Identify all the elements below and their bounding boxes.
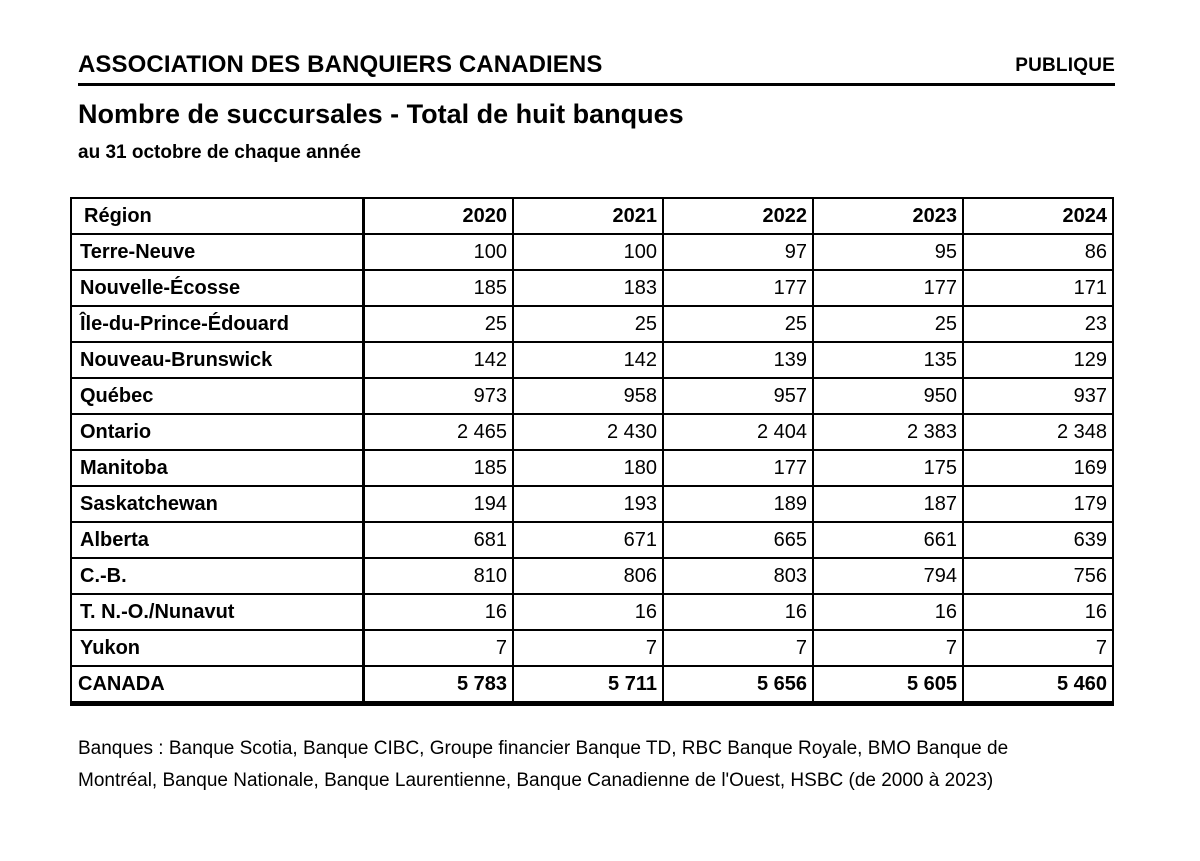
cell-value-2020: 16 (363, 594, 513, 630)
table-row (71, 414, 1113, 450)
column-header-2022: 2022 (663, 198, 813, 234)
cell-value-2022: 803 (663, 558, 813, 594)
table-row (71, 450, 1113, 486)
footnote (78, 733, 1088, 797)
cell-value-2020: 7 (363, 630, 513, 666)
cell-region: Nouvelle-Écosse (71, 270, 363, 306)
organization-name: ASSOCIATION DES BANQUIERS CANADIENS (78, 51, 603, 78)
cell-region: Québec (71, 378, 363, 414)
table-row (71, 378, 1113, 414)
classification-label: PUBLIQUE (1015, 55, 1115, 77)
cell-value-2022: 2 404 (663, 414, 813, 450)
cell-value-2021: 180 (513, 450, 663, 486)
cell-value-2023: 794 (813, 558, 963, 594)
cell-value-2023: 7 (813, 630, 963, 666)
cell-region: Yukon (71, 630, 363, 666)
cell-value-2022: 139 (663, 342, 813, 378)
footnote-line-1: Banques : Banque Scotia, Banque CIBC, Groupe financier Banque TD, RBC Banque Royale, BMO Banque de (78, 738, 1009, 759)
column-header-region: Région (71, 198, 363, 234)
branches-table-container (70, 197, 1114, 706)
cell-value-2022: 189 (663, 486, 813, 522)
cell-region: Nouveau-Brunswick (71, 342, 363, 378)
cell-value-2024: 7 (963, 630, 1113, 666)
cell-value-2023: 5 605 (813, 666, 963, 704)
cell-value-2020: 810 (363, 558, 513, 594)
cell-value-2020: 185 (363, 450, 513, 486)
cell-value-2021: 183 (513, 270, 663, 306)
page-subtitle: au 31 octobre de chaque année (78, 142, 361, 163)
column-header-2023: 2023 (813, 198, 963, 234)
cell-value-2021: 100 (513, 234, 663, 270)
table-row (71, 342, 1113, 378)
table-header (71, 198, 1113, 234)
cell-value-2021: 16 (513, 594, 663, 630)
table-row (71, 630, 1113, 666)
cell-value-2023: 175 (813, 450, 963, 486)
table-row (71, 594, 1113, 630)
cell-value-2023: 16 (813, 594, 963, 630)
cell-value-2022: 177 (663, 270, 813, 306)
cell-value-2020: 194 (363, 486, 513, 522)
footnote-line-2: Montréal, Banque Nationale, Banque Laurentienne, Banque Canadienne de l'Ouest, HSBC (de 2000 à 2023) (78, 770, 994, 791)
cell-value-2020: 973 (363, 378, 513, 414)
cell-value-2023: 95 (813, 234, 963, 270)
cell-value-2022: 5 656 (663, 666, 813, 704)
cell-value-2021: 958 (513, 378, 663, 414)
cell-value-2022: 16 (663, 594, 813, 630)
cell-value-2020: 25 (363, 306, 513, 342)
cell-region: CANADA (71, 666, 363, 704)
cell-value-2024: 5 460 (1056, 673, 1107, 695)
cell-value-2024: 169 (963, 450, 1113, 486)
table-row (71, 234, 1113, 270)
cell-value-2024: 639 (963, 522, 1113, 558)
cell-value-2020: 185 (363, 270, 513, 306)
cell-value-2020: 142 (363, 342, 513, 378)
cell-region: Ontario (71, 414, 363, 450)
cell-region: Manitoba (71, 450, 363, 486)
cell-value-2020: 2 465 (363, 414, 513, 450)
cell-value-2022: 177 (663, 450, 813, 486)
column-header-2020: 2020 (363, 198, 513, 234)
cell-value-2024: 179 (963, 486, 1113, 522)
cell-region: C.-B. (71, 558, 363, 594)
cell-value-2024: 86 (963, 234, 1113, 270)
column-header-2021: 2021 (513, 198, 663, 234)
table-body (71, 234, 1113, 704)
cell-value-2021: 671 (513, 522, 663, 558)
cell-value-2023: 25 (813, 306, 963, 342)
page-title: Nombre de succursales - Total de huit banques (78, 99, 684, 129)
cell-value-2024: 16 (963, 594, 1113, 630)
table-header-row (71, 198, 1113, 234)
cell-value-2022: 97 (663, 234, 813, 270)
cell-region: T. N.-O./Nunavut (71, 594, 363, 630)
cell-value-2024: 756 (963, 558, 1113, 594)
column-header-2024: 2024 (963, 198, 1113, 234)
cell-value-2022: 25 (663, 306, 813, 342)
cell-value-2023: 187 (813, 486, 963, 522)
masthead (78, 52, 1115, 86)
table-row (71, 270, 1113, 306)
cell-value-2020: 681 (363, 522, 513, 558)
cell-value-2023: 135 (813, 342, 963, 378)
cell-value-2022: 957 (663, 378, 813, 414)
cell-value-2020: 5 783 (363, 666, 513, 704)
cell-value-2024: 171 (963, 270, 1113, 306)
cell-value-2022: 665 (663, 522, 813, 558)
cell-value-2024: 23 (963, 306, 1113, 342)
cell-value-2023: 950 (813, 378, 963, 414)
cell-value-2021: 806 (513, 558, 663, 594)
branches-table (70, 197, 1114, 706)
cell-region: Saskatchewan (71, 486, 363, 522)
table-row (71, 486, 1113, 522)
cell-value-2024: 129 (963, 342, 1113, 378)
cell-value-2021: 5 711 (513, 666, 663, 704)
cell-value-2024: 937 (963, 378, 1113, 414)
cell-value-2020: 100 (363, 234, 513, 270)
table-total-row (71, 666, 1113, 704)
cell-region: Alberta (71, 522, 363, 558)
cell-region: Terre-Neuve (71, 234, 363, 270)
cell-value-2021: 142 (513, 342, 663, 378)
cell-value-2023: 177 (813, 270, 963, 306)
cell-value-2024: 2 348 (963, 414, 1113, 450)
table-row (71, 522, 1113, 558)
cell-value-2021: 7 (513, 630, 663, 666)
cell-value-2022: 7 (663, 630, 813, 666)
cell-region: Île-du-Prince-Édouard (71, 306, 363, 342)
cell-value-2023: 2 383 (813, 414, 963, 450)
table-row (71, 558, 1113, 594)
cell-value-2023: 661 (813, 522, 963, 558)
cell-value-2021: 193 (513, 486, 663, 522)
cell-value-2021: 2 430 (513, 414, 663, 450)
cell-value-2021: 25 (513, 306, 663, 342)
table-row (71, 306, 1113, 342)
